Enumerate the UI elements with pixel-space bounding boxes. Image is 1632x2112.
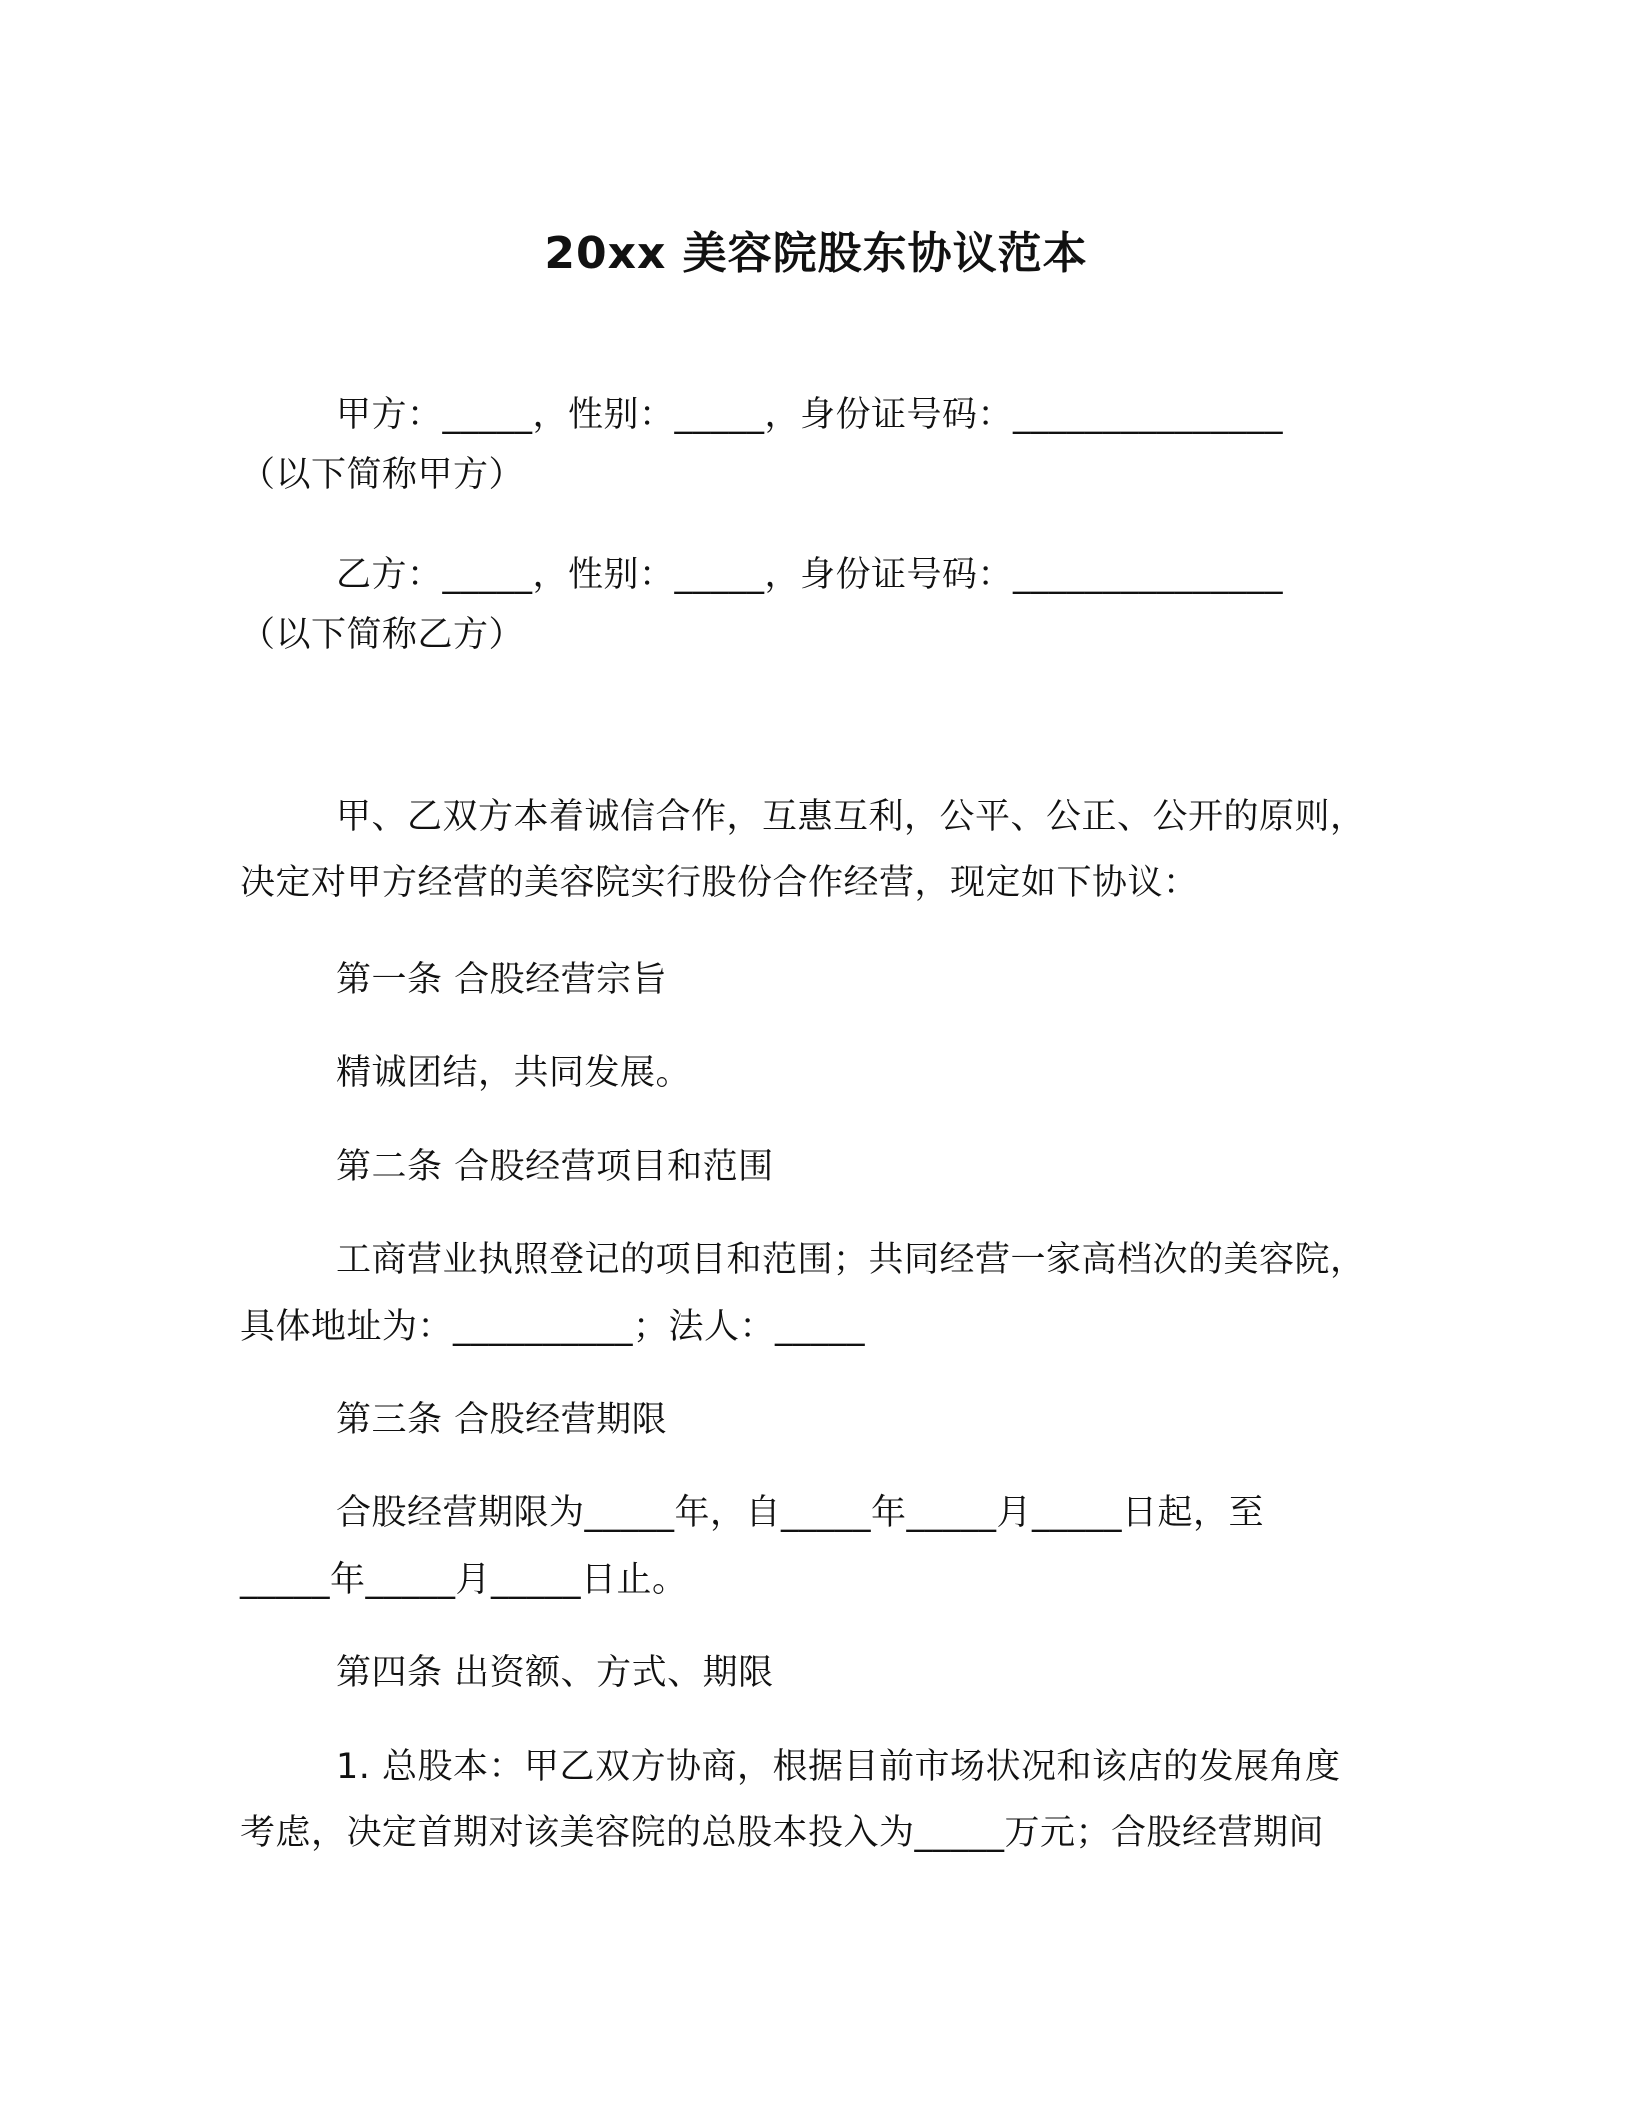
party-a-line: 甲方：_____，性别：_____，身份证号码：_______________ xyxy=(336,395,1284,435)
article-3-body-line-2: _____年_____月_____日止。 xyxy=(240,1560,688,1600)
party-a-note: （以下简称甲方） xyxy=(240,455,525,495)
article-1-heading: 第一条 合股经营宗旨 xyxy=(336,960,668,1000)
article-2-body-line-2: 具体地址为：__________；法人：_____ xyxy=(240,1307,866,1347)
party-b-note: （以下简称乙方） xyxy=(240,615,525,655)
party-b-line: 乙方：_____，性别：_____，身份证号码：_______________ xyxy=(336,555,1284,595)
article-4-body-line-2: 考虑，决定首期对该美容院的总股本投入为_____万元；合股经营期间 xyxy=(240,1813,1325,1853)
preamble-line-1: 甲、乙双方本着诚信合作，互惠互利，公平、公正、公开的原则， xyxy=(336,797,1366,837)
article-3-body-line-1: 合股经营期限为_____年，自_____年_____月_____日起，至 xyxy=(336,1493,1265,1533)
article-2-heading: 第二条 合股经营项目和范围 xyxy=(336,1147,774,1187)
article-2-body-line-1: 工商营业执照登记的项目和范围；共同经营一家高档次的美容院， xyxy=(336,1240,1366,1280)
article-4-body-line-1: 1. 总股本：甲乙双方协商，根据目前市场状况和该店的发展角度 xyxy=(336,1747,1341,1787)
preamble-line-2: 决定对甲方经营的美容院实行股份合作经营，现定如下协议： xyxy=(240,863,1199,903)
article-4-heading: 第四条 出资额、方式、期限 xyxy=(336,1653,774,1693)
article-1-body: 精诚团结，共同发展。 xyxy=(336,1053,692,1093)
document-title: 20xx 美容院股东协议范本 xyxy=(544,228,1088,279)
article-3-heading: 第三条 合股经营期限 xyxy=(336,1400,668,1440)
